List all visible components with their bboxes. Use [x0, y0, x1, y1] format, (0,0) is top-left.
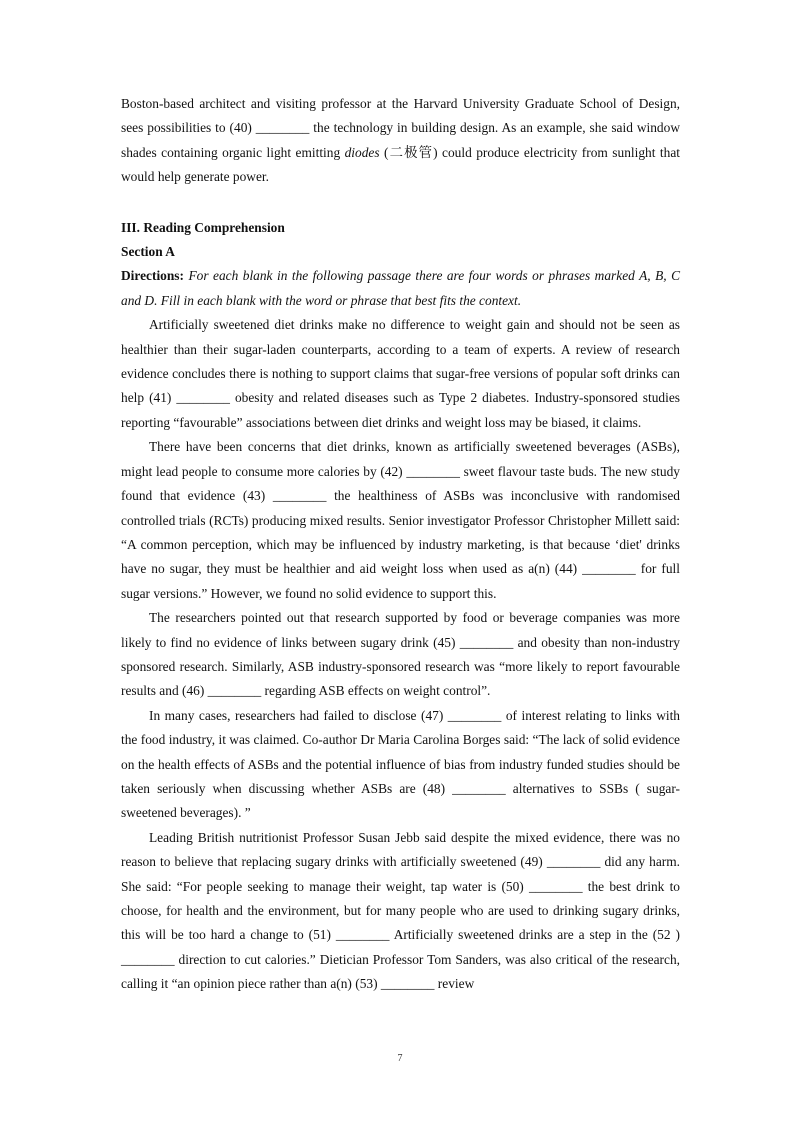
intro-text-a: Boston-based architect and visiting professor at the Harvard University Graduate School of Design, sees possibilities to (40) ________ the technology in building design. As an example, she said window shades containing organic light emitting	[121, 96, 680, 160]
intro-paragraph	[121, 92, 680, 190]
passage-paragraph: Leading British nutritionist Professor Susan Jebb said despite the mixed evidence, there was no reason to believe that replacing sugary drinks with artificially sweetened (49) ________ did any harm. She said: “For people seeking to manage their weight, tap water is (50) ________ the best drink to choose, for health and the environment, but for many people who are used to drinking sugary drinks, this will be too hard a change to (51) ________ Artificially sweetened drinks are a step in the (52 ) ________ direction to cut calories.” Dietician Professor Tom Sanders, was also critical of the research, calling it “an opinion piece rather than a(n) (53) ________ review	[121, 829, 680, 992]
passage-paragraph: There have been concerns that diet drinks, known as artificially sweetened beverages (ASBs), might lead people to consume more calories by (42) ________ sweet flavour taste buds. The new study found that evidence (43) ________ the healthiness of ASBs was inconclusive with randomised controlled trials (RCTs) producing mixed results. Senior investigator Professor Christopher Millett said: “A common perception, which may be influenced by industry marketing, is that because ‘diet' drinks have no sugar, they must be healthier and aid weight loss when used as a(n) (44) ________ for full sugar versions.” However, we found no solid evidence to support this.	[121, 439, 680, 601]
section-title: III. Reading Comprehension	[121, 219, 285, 235]
passage-paragraph: The researchers pointed out that research supported by food or beverage companies was more likely to find no evidence of links between sugary drink (45) ________ and obesity than non-industry sponsored research. Similarly, ASB industry-sponsored research was “more likely to report favourable results and (46) ________ regarding ASB effects on weight control”.	[121, 610, 680, 699]
passage-paragraph: In many cases, researchers had failed to disclose (47) ________ of interest relating to links with the food industry, it was claimed. Co-author Dr Maria Carolina Borges said: “The lack of solid evidence on the health effects of ASBs and the potential influence of bias from industry funded studies should be taken seriously when discussing whether ASBs are (48) ________ alternatives to SSBs ( sugar-sweetened beverages). ”	[121, 707, 680, 821]
page-number: 7	[397, 1053, 403, 1064]
intro-italic-term: diodes	[344, 144, 380, 160]
directions-label: Directions:	[121, 268, 184, 284]
directions-paragraph	[121, 264, 680, 313]
document-page	[121, 92, 680, 997]
intro-text-b: (二极管) could produce electricity from sunlight that would help generate power.	[121, 144, 680, 185]
passage-paragraph: Artificially sweetened diet drinks make no difference to weight gain and should not be seen as healthier than their sugar-laden counterparts, according to a team of experts. A review of research evidence concludes there is nothing to support claims that sugar-free versions of popular soft drinks can help (41) ________ obesity and related diseases such as Type 2 diabetes. Industry-sponsored studies reporting “favourable” associations between diet drinks and weight loss may be biased, it claims.	[121, 317, 680, 430]
directions-text: For each blank in the following passage there are four words or phrases marked A, B, C and D. Fill in each blank with the word or phrase that best fits the context.	[121, 268, 680, 308]
subsection-title: Section A	[121, 244, 175, 260]
